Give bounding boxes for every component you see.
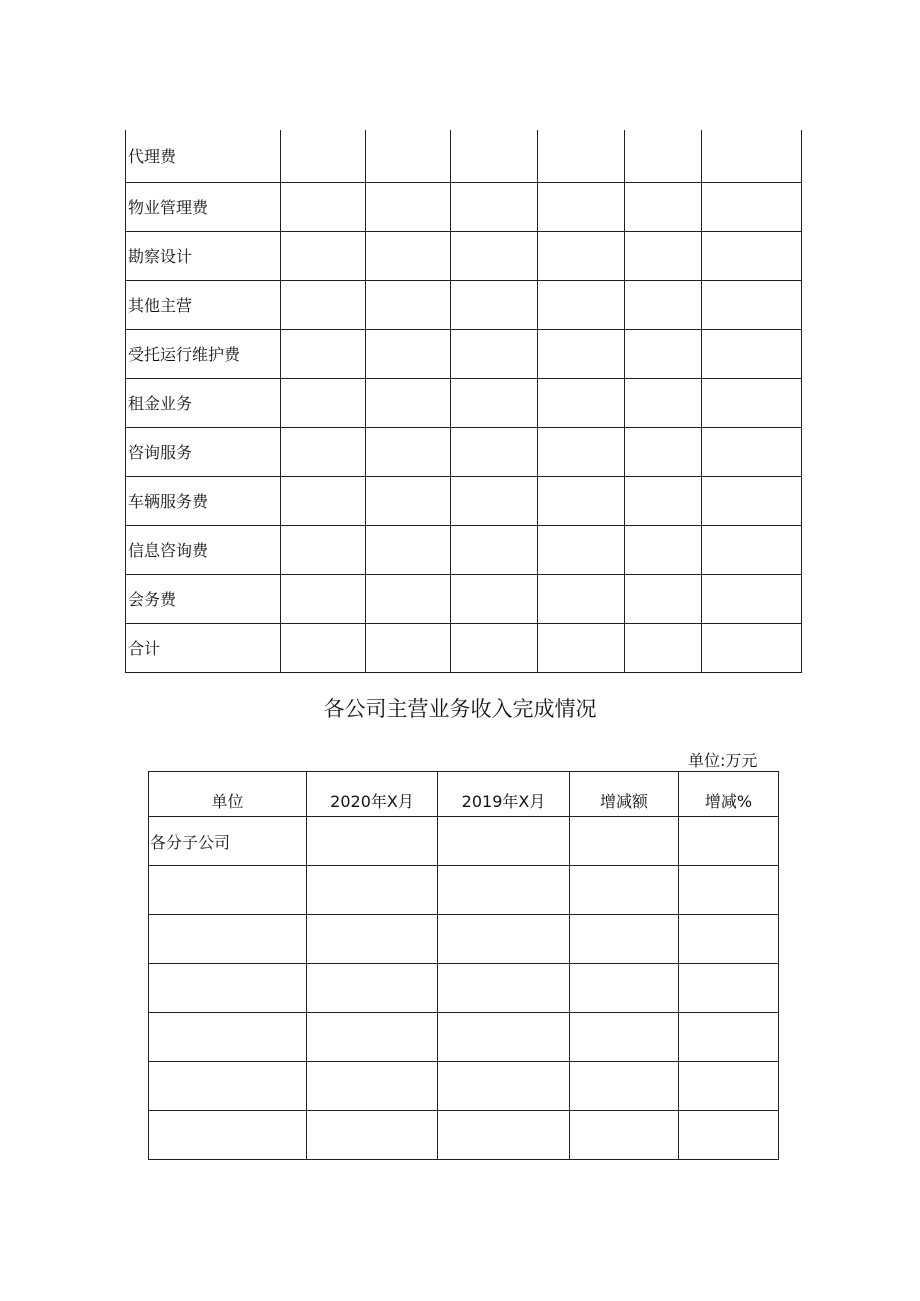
header-2019: 2019年X月	[438, 772, 570, 817]
table-row	[149, 1111, 779, 1160]
header-unit: 单位	[149, 772, 307, 817]
row-label-total: 合计	[126, 623, 281, 672]
table-row	[126, 427, 802, 476]
expense-table	[125, 130, 802, 673]
row-label-consulting: 咨询服务	[126, 427, 281, 476]
table-row	[149, 915, 779, 964]
row-label-subsidiaries: 各分子公司	[149, 817, 307, 866]
row-label-agency-fee: 代理费	[126, 130, 281, 182]
table-row	[126, 525, 802, 574]
unit-label: 单位:万元	[688, 751, 758, 770]
table-row	[126, 329, 802, 378]
table-row	[126, 623, 802, 672]
row-label-entrusted-om-fee: 受托运行维护费	[126, 329, 281, 378]
header-2020: 2020年X月	[307, 772, 438, 817]
table-header-row	[149, 772, 779, 817]
table-row	[126, 182, 802, 231]
table-row	[149, 866, 779, 915]
income-table	[148, 771, 779, 1160]
table-row	[149, 817, 779, 866]
row-label-other-main: 其他主营	[126, 280, 281, 329]
table-row	[126, 476, 802, 525]
row-label-rent: 租金业务	[126, 378, 281, 427]
row-label-info-consult-fee: 信息咨询费	[126, 525, 281, 574]
row-label-conference-fee: 会务费	[126, 574, 281, 623]
table-row	[126, 378, 802, 427]
header-change-amount: 增减额	[570, 772, 679, 817]
table-row	[126, 280, 802, 329]
row-label-property-mgmt-fee: 物业管理费	[126, 182, 281, 231]
table-row	[126, 574, 802, 623]
table-row	[126, 130, 802, 182]
table-row	[149, 1062, 779, 1111]
table-row	[149, 964, 779, 1013]
row-label-survey-design: 勘察设计	[126, 231, 281, 280]
row-label-vehicle-fee: 车辆服务费	[126, 476, 281, 525]
header-change-percent: 增减%	[679, 772, 779, 817]
section-title: 各公司主营业务收入完成情况	[323, 697, 597, 721]
table-row	[126, 231, 802, 280]
table-row	[149, 1013, 779, 1062]
